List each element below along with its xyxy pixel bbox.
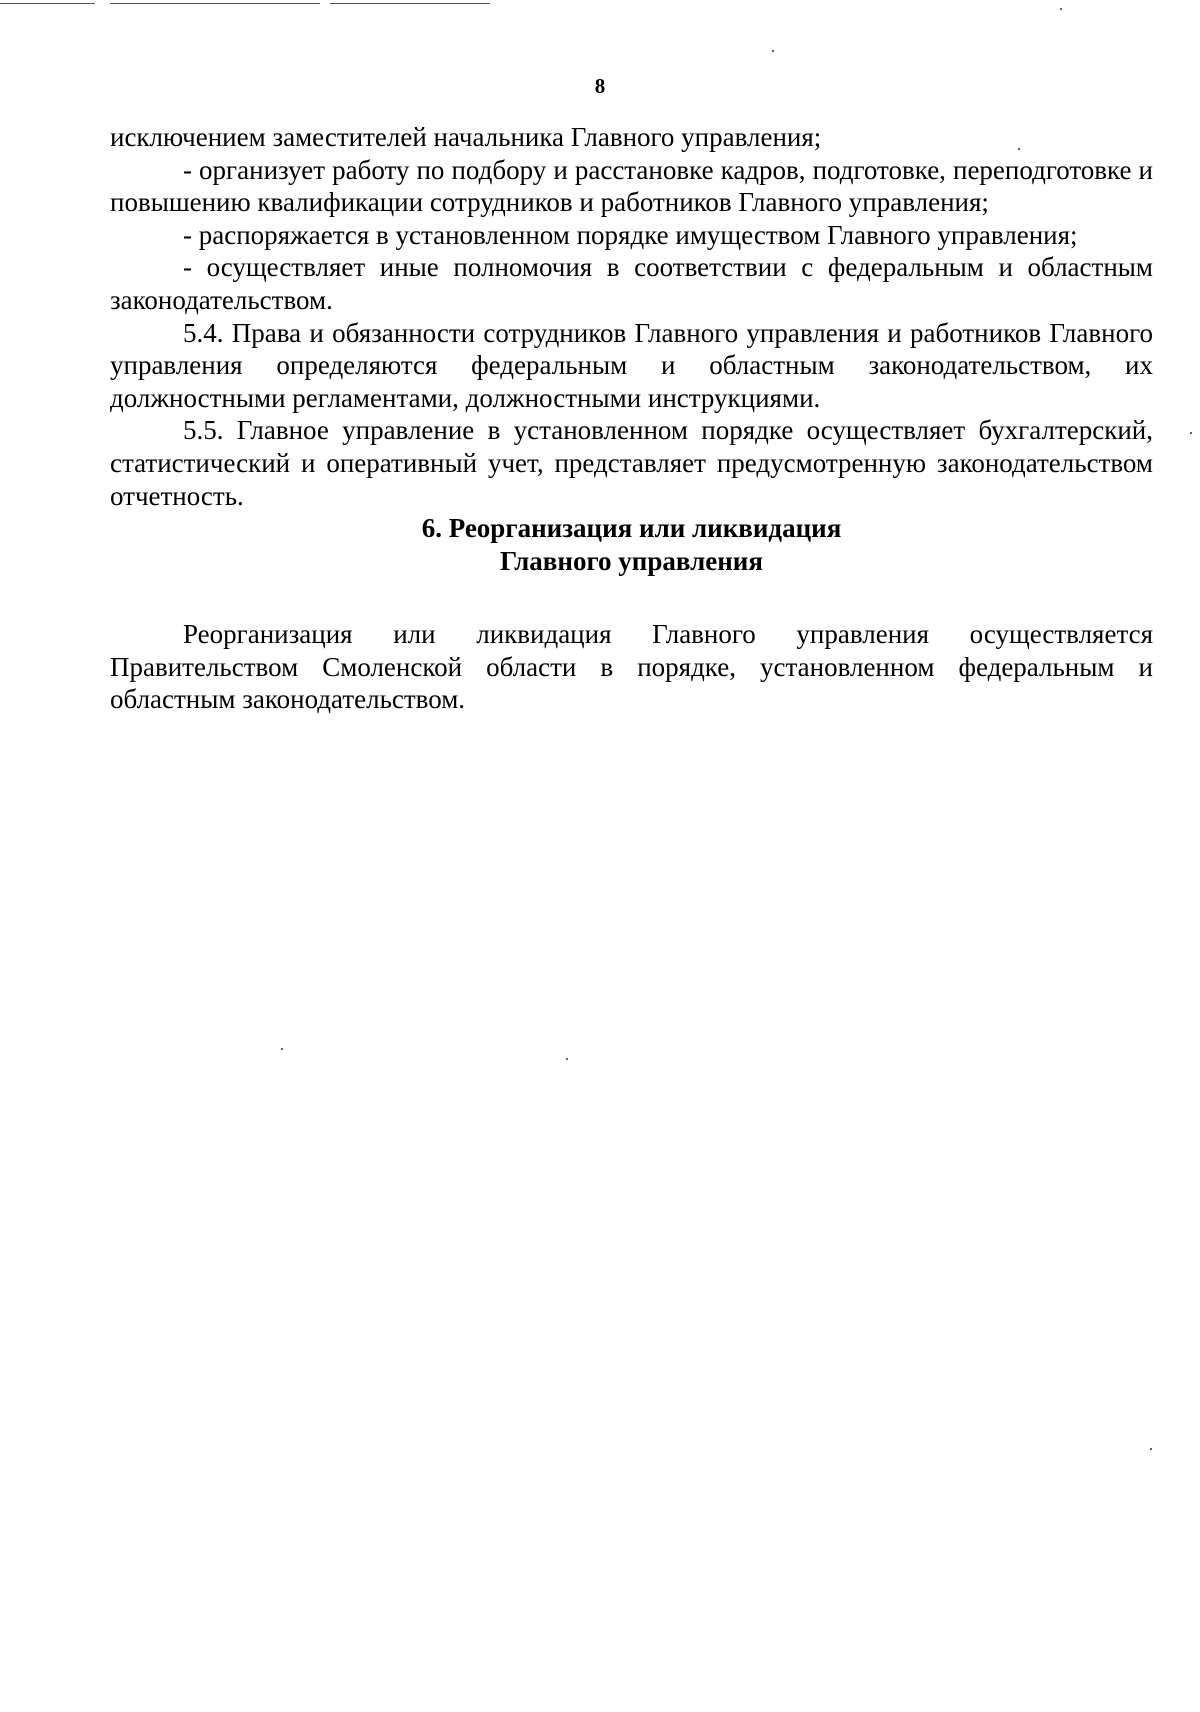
scan-speck — [281, 1048, 283, 1050]
scan-speck — [1190, 432, 1192, 434]
section-6-heading-line-2: Главного управления — [500, 546, 763, 577]
page-number: 8 — [594, 74, 606, 98]
section-6-heading-line-1: 6. Реорганизация или ликвидация — [421, 513, 842, 544]
paragraph-5-5: 5.5. Главное управление в установленном порядке осуществляет бухгалтерский, статистический и оперативный учет, представляет предусмотренную законодательством отчетность. — [110, 415, 1153, 511]
section-6-heading — [110, 512, 1153, 578]
paragraph-staffing: - организует работу по подбору и расстановке кадров, подготовке, переподготовке и повышению квалификации сотрудников и работников Главного управления; — [110, 154, 1153, 218]
scan-artifact-line — [110, 3, 320, 4]
paragraph-5-4: 5.4. Права и обязанности сотрудников Главного управления и работников Главного управления определяются федеральным и областным законодательством, их должностными регламентами, должностными инструкциями. — [110, 317, 1153, 413]
scan-speck — [566, 1058, 568, 1060]
scan-speck — [1060, 8, 1062, 10]
scan-artifact-line — [0, 3, 95, 4]
document-body — [110, 121, 1153, 716]
section-6-text: Реорганизация или ликвидация Главного управления осуществляется Правительством Смоленской области в порядке, установленном федеральным и областным законодательством. — [110, 619, 1153, 715]
scan-speck — [772, 50, 774, 52]
paragraph-continuation: исключением заместителей начальника Главного управления; — [110, 122, 822, 152]
paragraph-property: - распоряжается в установленном порядке имуществом Главного управления; — [183, 219, 1078, 250]
scan-artifact-line — [330, 3, 490, 4]
paragraph-other-powers: - осуществляет иные полномочия в соответствии с федеральным и областным законодательством. — [110, 252, 1153, 315]
scan-speck — [1150, 1448, 1152, 1450]
